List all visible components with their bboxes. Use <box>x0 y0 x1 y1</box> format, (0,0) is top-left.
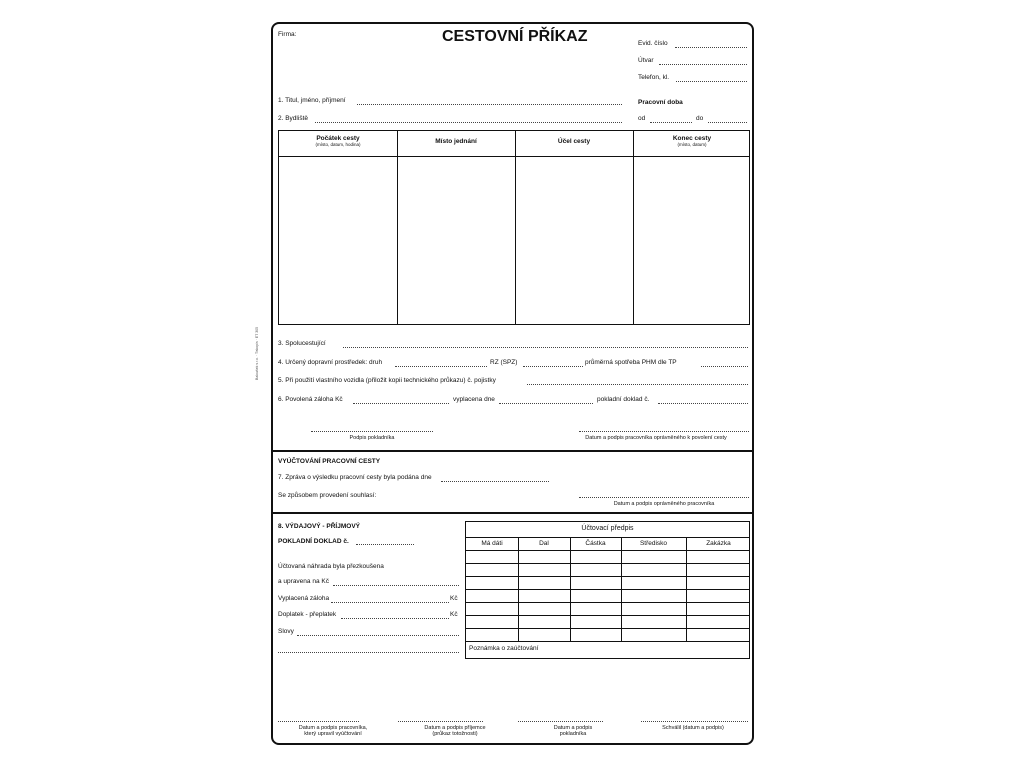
trip-table <box>278 130 750 325</box>
telefon-field[interactable] <box>676 81 747 82</box>
advance-label: 6. Povolená záloha Kč <box>278 396 343 403</box>
firma-label: Firma: <box>278 31 297 38</box>
col-start-title: Počátek cesty <box>316 135 360 142</box>
adjusted-label: a upravena na Kč <box>278 578 329 585</box>
expense-heading-1: 8. VÝDAJOVÝ - PŘÍJMOVÝ <box>278 523 360 530</box>
accounting-title: Účtovací předpis <box>581 525 634 532</box>
rz-label: RZ (SPZ) <box>490 359 518 366</box>
section-divider-2 <box>273 512 752 514</box>
to-label: do <box>696 115 704 122</box>
agree-label: Se způsobem provedení souhlasí: <box>278 492 377 499</box>
footer-sig-line-3[interactable] <box>518 721 603 722</box>
transport-label: 4. Určený dopravní prostředek: druh <box>278 359 383 366</box>
footer-sig-caption-3: Datum a podpis pokladníka <box>553 725 593 737</box>
cash-doc-field[interactable] <box>658 403 748 404</box>
report-label: 7. Zpráva o výsledku pracovní cesty byla podána dne <box>278 474 432 481</box>
expense-heading-2: POKLADNÍ DOKLAD č. <box>278 538 349 545</box>
address-label: 2. Bydliště <box>278 115 308 122</box>
evid-label: Evid. číslo <box>638 40 668 47</box>
words-field-2[interactable] <box>278 652 459 653</box>
footer-sig-line-4[interactable] <box>641 721 748 722</box>
work-time-label: Pracovní doba <box>638 99 683 106</box>
authorizer-signature-line[interactable] <box>579 431 749 432</box>
words-field[interactable] <box>297 635 459 636</box>
footer-sig-line-2[interactable] <box>398 721 483 722</box>
acc-col-amount: Částka <box>585 540 606 547</box>
address-field[interactable] <box>315 122 622 123</box>
consumption-field[interactable] <box>701 366 748 367</box>
col-start-sub: (místo, datum, hodina) <box>315 142 361 147</box>
utvar-field[interactable] <box>659 64 747 65</box>
from-label: od <box>638 115 646 122</box>
evid-field[interactable] <box>675 47 747 48</box>
rz-field[interactable] <box>523 366 583 367</box>
side-print-code: Baloušek s.r.o. · Tiskopis · ET 305 <box>255 326 259 380</box>
transport-field[interactable] <box>395 366 487 367</box>
own-vehicle-field[interactable] <box>527 384 748 385</box>
checked-label: Účtovaná náhrada byla přezkoušena <box>278 563 384 570</box>
footer-sig-line-1[interactable] <box>278 721 359 722</box>
currency-2: Kč <box>450 611 458 618</box>
footer-sig-caption-4: Schválil (datum a podpis) <box>662 725 724 731</box>
acc-col-debit: Má dáti <box>481 540 503 547</box>
acc-col-order: Zakázka <box>706 540 731 547</box>
utvar-label: Útvar <box>638 57 654 64</box>
difference-field[interactable] <box>341 618 449 619</box>
authorized-signature-line[interactable] <box>579 497 749 498</box>
advance-field[interactable] <box>353 403 449 404</box>
cash-doc-label: pokladní doklad č. <box>597 396 650 403</box>
difference-label: Doplatek - přeplatek <box>278 611 337 618</box>
accounting-table <box>465 521 750 659</box>
paid-on-label: vyplacena dne <box>453 396 495 403</box>
name-field[interactable] <box>357 104 622 105</box>
cashier-signature-caption: Podpis pokladníka <box>349 435 395 441</box>
adjusted-field[interactable] <box>333 585 459 586</box>
telefon-label: Telefon, kl. <box>638 74 670 81</box>
expense-doc-field[interactable] <box>356 544 414 545</box>
companions-label: 3. Spolucestující <box>278 340 326 347</box>
col-purpose-title: Účel cesty <box>557 138 591 145</box>
acc-col-center: Středisko <box>639 540 668 547</box>
col-end-title: Konec cesty <box>672 135 712 142</box>
section-divider-1 <box>273 450 752 452</box>
paid-advance-field[interactable] <box>331 602 449 603</box>
cashier-signature-line[interactable] <box>311 431 433 432</box>
authorizer-signature-caption: Datum a podpis pracovníka oprávněného k povolení cesty <box>585 435 727 441</box>
paid-advance-label: Vyplacená záloha <box>278 595 330 602</box>
footer-sig-caption-1: Datum a podpis pracovníka, který upravil vyúčtování <box>298 725 368 737</box>
consumption-label: průměrná spotřeba PHM dle TP <box>585 359 677 366</box>
to-field[interactable] <box>708 122 747 123</box>
travel-order-form <box>271 22 754 745</box>
currency-1: Kč <box>450 595 458 602</box>
report-field[interactable] <box>441 481 549 482</box>
own-vehicle-label: 5. Při použití vlastního vozidla (přiložit kopii technického průkazu) č. pojistky <box>278 377 496 384</box>
col-end-sub: (místo, datum) <box>677 142 707 147</box>
col-place-title: Místo jednání <box>435 138 477 145</box>
footer-sig-caption-2: Datum a podpis příjemce (průkaz totožnosti) <box>424 725 486 737</box>
page-title: CESTOVNÍ PŘÍKAZ <box>442 28 588 45</box>
accounting-note: Poznámka o zaúčtování <box>469 645 539 652</box>
paid-on-field[interactable] <box>499 403 593 404</box>
billing-heading: VYÚČTOVÁNÍ PRACOVNÍ CESTY <box>278 458 381 465</box>
from-field[interactable] <box>650 122 692 123</box>
words-label: Slovy <box>278 628 294 635</box>
acc-col-credit: Dal <box>539 540 549 547</box>
name-label: 1. Titul, jméno, příjmení <box>278 97 346 104</box>
companions-field[interactable] <box>343 347 748 348</box>
authorized-signature-caption: Datum a podpis oprávněného pracovníka <box>613 501 715 507</box>
